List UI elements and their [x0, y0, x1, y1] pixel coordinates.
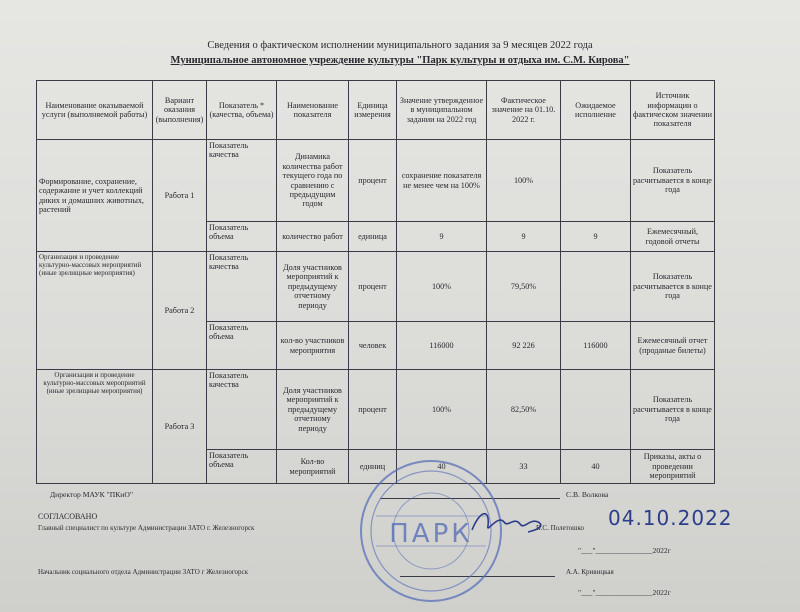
service-name: Формирование, сохранение, содержание и учет коллекций диких и домашних животных, растений	[37, 140, 153, 252]
plan-value: 9	[397, 222, 487, 252]
specialist-label: Главный специалист по культуре Администрации ЗАТО г. Железногорск	[38, 524, 255, 532]
indicator-type: Показатель объема	[207, 222, 277, 252]
table-header-row	[37, 81, 715, 140]
indicator-type: Показатель объема	[207, 450, 277, 484]
indicator-type: Показатель качества	[207, 140, 277, 222]
col-header-plan: Значение утвержденное в муниципальном задании на 2022 год	[397, 81, 487, 140]
director-name: С.В. Волкова	[566, 490, 609, 499]
indicator-type: Показатель качества	[207, 252, 277, 322]
unit: человек	[349, 322, 397, 370]
expected-value	[561, 140, 631, 222]
fact-value: 100%	[487, 140, 561, 222]
unit: процент	[349, 370, 397, 450]
specialist-name: В.С. Полетошко	[536, 524, 585, 532]
indicator-name: количество работ	[277, 222, 349, 252]
stamp-text: ПАРК	[389, 519, 473, 549]
document-title: Сведения о фактическом исполнении муниципального задания за 9 месяцев 2022 года	[207, 40, 593, 51]
plan-value: 40	[397, 450, 487, 484]
chief-name: А.А. Кривицкая	[566, 568, 614, 576]
indicator-type: Показатель объема	[207, 322, 277, 370]
indicator-name: Динамика количества работ текущего года по сравнению с предыдущим годом	[277, 140, 349, 222]
col-header-source: Источник информации о фактическом значении показателя	[631, 81, 715, 140]
date-line-1: "___"_______________2022г	[578, 546, 671, 555]
fact-value: 82,50%	[487, 370, 561, 450]
fact-value: 92 226	[487, 322, 561, 370]
fact-value: 9	[487, 222, 561, 252]
source: Показатель расчитывается в конце года	[631, 140, 715, 222]
indicator-name: кол-во участников мероприятия	[277, 322, 349, 370]
director-label: Директор МАУК "ПКиО"	[50, 490, 133, 499]
signature-icon	[468, 504, 548, 540]
plan-value: 100%	[397, 252, 487, 322]
col-header-indicator-name: Наименование показателя	[277, 81, 349, 140]
organization-name: Муниципальное автономное учреждение культуры "Парк культуры и отдыха им. С.М. Кирова"	[170, 55, 630, 66]
col-header-indicator: Показатель * (качества, объема)	[207, 81, 277, 140]
report-table	[36, 80, 715, 484]
source: Показатель расчитывается в конце года	[631, 370, 715, 450]
service-name: Организация и проведение культурно-массовых мероприятий (иные зрелищные мероприятия)	[37, 370, 153, 484]
expected-value: 40	[561, 450, 631, 484]
plan-value: 100%	[397, 370, 487, 450]
indicator-name: Доля участников мероприятий к предыдущему отчетному периоду	[277, 370, 349, 450]
indicator-name: Доля участников мероприятий к предыдущему отчетному периоду	[277, 252, 349, 322]
plan-value: 116000	[397, 322, 487, 370]
expected-value: 9	[561, 222, 631, 252]
variant: Работа 3	[153, 370, 207, 484]
unit: процент	[349, 252, 397, 322]
indicator-type: Показатель качества	[207, 370, 277, 450]
expected-value	[561, 370, 631, 450]
fact-value: 33	[487, 450, 561, 484]
source: Ежемесячный, годовой отчеты	[631, 222, 715, 252]
handwritten-date: 04.10.2022	[608, 506, 733, 530]
source: Показатель расчитывается в конце года	[631, 252, 715, 322]
unit: единица	[349, 222, 397, 252]
unit: единиц	[349, 450, 397, 484]
unit: процент	[349, 140, 397, 222]
source: Приказы, акты о проведении мероприятий	[631, 450, 715, 484]
expected-value	[561, 252, 631, 322]
table-row	[37, 140, 715, 222]
fact-value: 79,50%	[487, 252, 561, 322]
date-line-2: "___"_______________2022г	[578, 588, 671, 597]
col-header-unit: Единица измерения	[349, 81, 397, 140]
expected-value: 116000	[561, 322, 631, 370]
variant: Работа 2	[153, 252, 207, 370]
variant: Работа 1	[153, 140, 207, 252]
table-row	[37, 370, 715, 450]
agreed-label: СОГЛАСОВАНО	[38, 512, 98, 521]
col-header-expected: Ожидаемое исполнение	[561, 81, 631, 140]
service-name: Организация и проведение культурно-массовых мероприятий (иные зрелищные мероприятия)	[37, 252, 153, 370]
plan-value: сохранение показателя не менее чем на 100%	[397, 140, 487, 222]
source: Ежемесячный отчет (проданые билеты)	[631, 322, 715, 370]
col-header-variant: Вариант оказания (выполнения)	[153, 81, 207, 140]
col-header-service: Наименование оказываемой услуги (выполняемой работы)	[37, 81, 153, 140]
indicator-name: Кол-во мероприятий	[277, 450, 349, 484]
table-row	[37, 252, 715, 322]
chief-label: Начальник социального отдела Администрации ЗАТО г Железногорск	[38, 568, 249, 576]
col-header-fact: Фактическое значение на 01.10. 2022 г.	[487, 81, 561, 140]
